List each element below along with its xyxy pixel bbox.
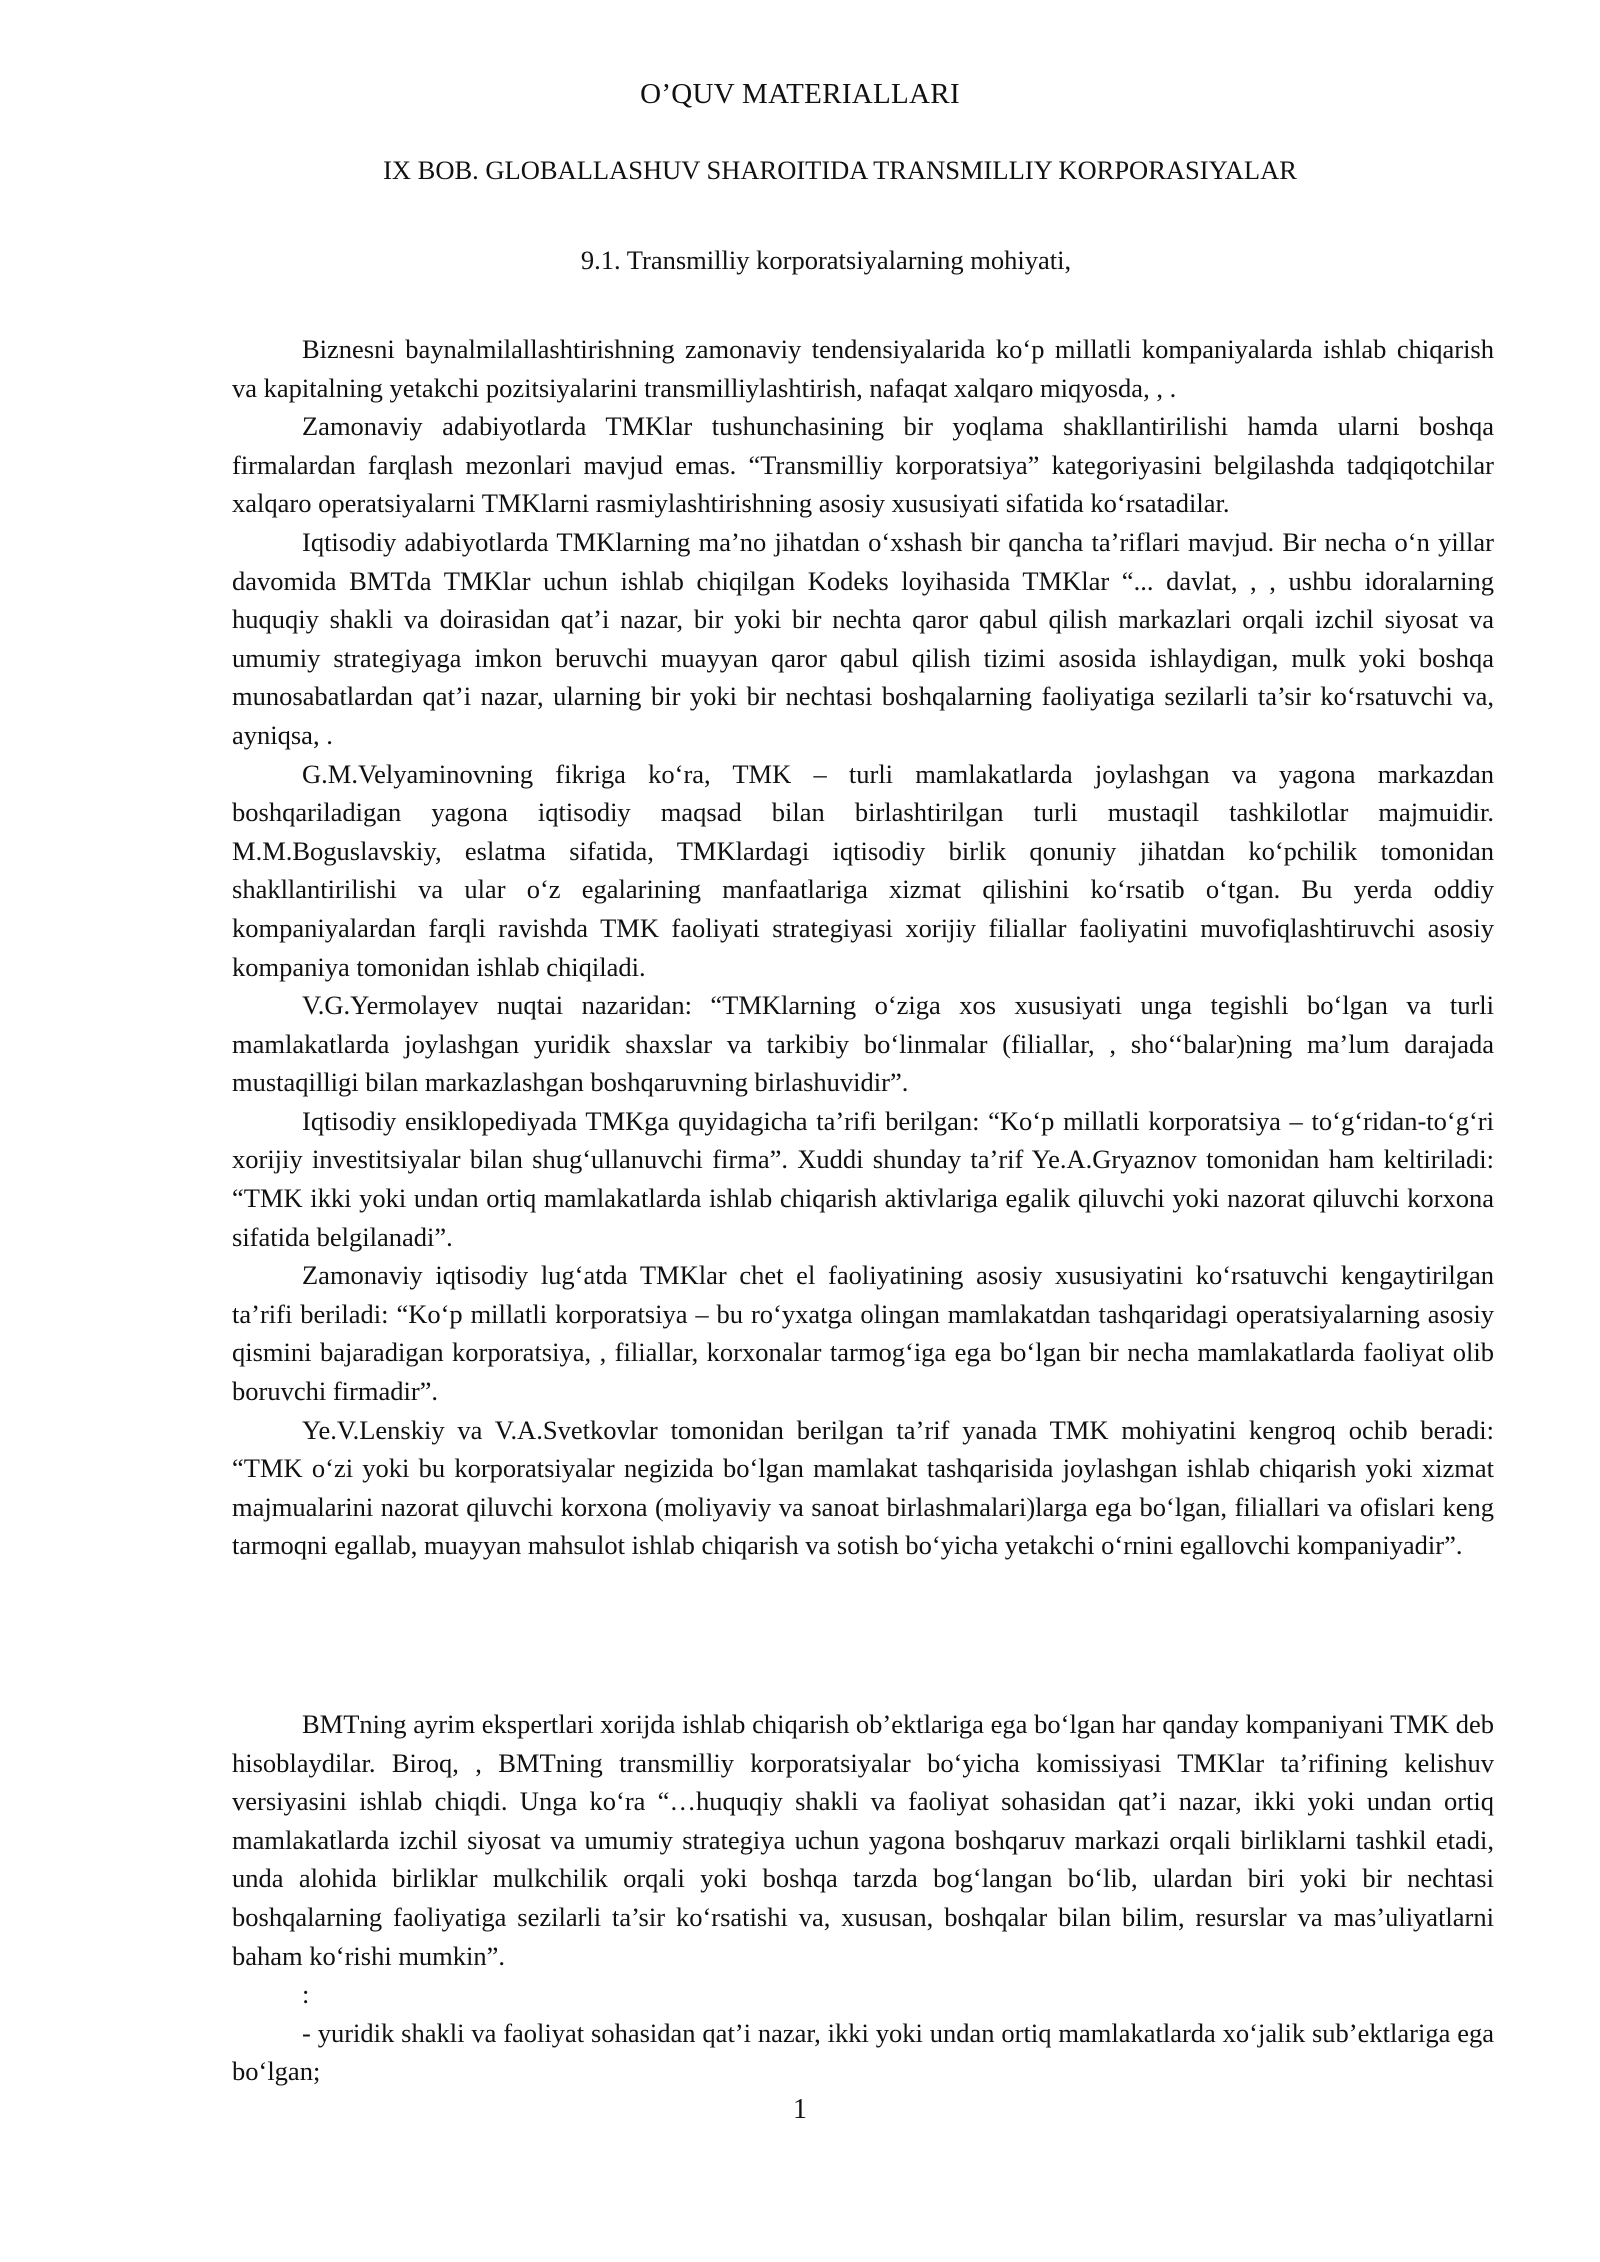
section-title: 9.1. Transmilliy korporatsiyalarning mohiyati, [580, 245, 1072, 275]
paragraph: : [302, 1979, 310, 2010]
document-heading: O’QUV MATERIALLARI [640, 78, 960, 110]
paragraph: Zamonaviy iqtisodiy lug‘atda TMKlar chet el faoliyatining asosiy xususiyatini ko‘rsatuvchi kengaytirilgan ta’rifi beriladi: “Ko‘p millatli korporatsiya – bu ro‘yxatga olingan mamlakatdan tashqaridagi operatsiyalarning asosiy qismini bajaradigan korporatsiya, , filiallar, korxonalar tarmog‘iga ega bo‘lgan bir necha mamlakatlarda faoliyat olib boruvchi firmadir”. [232, 1260, 1494, 1407]
paragraph: Iqtisodiy ensiklopediyada TMKga quyidagicha ta’rifi berilgan: “Ko‘p millatli korporatsiya – to‘g‘ridan-to‘g‘ri xorijiy investitsiyalar bilan shug‘ullanuvchi firma”. Xuddi shunday ta’rif Ye.A.Gryaznov tomonidan ham keltiriladi: “TMK ikki yoki undan ortiq mamlakatlarda ishlab chiqarish aktivlariga egalik qiluvchi yoki nazorat qiluvchi korxona sifatida belgilanadi”. [232, 1105, 1494, 1252]
paragraph: V.G.Yermolayev nuqtai nazaridan: “TMKlarning o‘ziga xos xususiyati unga tegishli bo‘lgan va turli mamlakatlarda joylashgan yuridik shaxslar va tarkibiy bo‘linmalar (filiallar, , sho‘‘balar)ning ma’lum darajada mustaqilligi bilan markazlashgan boshqaruvning birlashuvidir”. [232, 990, 1494, 1098]
paragraph: Ye.V.Lenskiy va V.A.Svetkovlar tomonidan berilgan ta’rif yanada TMK mohiyatini kengroq ochib beradi: “TMK o‘zi yoki bu korporatsiyalar negizida bo‘lgan mamlakat tashqarisida joylashgan ishlab chiqarish yoki xizmat majmualarini nazorat qiluvchi korxona (moliyaviy va sanoat birlashmalari)larga ega bo‘lgan, filiallari va ofislari keng tarmoqni egallab, muayyan mahsulot ishlab chiqarish va sotish bo‘yicha yetakchi o‘rnini egallovchi kompaniyadir”. [232, 1414, 1494, 1561]
list-item: - yuridik shakli va faoliyat sohasidan qat’i nazar, ikki yoki undan ortiq mamlakatlarda xo‘jalik sub’ektlariga ega bo‘lgan; [232, 2017, 1494, 2087]
paragraph: Zamonaviy adabiyotlarda TMKlar tushunchasining bir yoqlama shakllantirilishi hamda ularni boshqa firmalardan farqlash mezonlari mavjud emas. “Transmilliy korporatsiya” kategoriyasini belgilashda tadqiqotchilar xalqaro operatsiyalarni TMKlarni rasmiylashtirishning asosiy xususiyati sifatida ko‘rsatadilar. [232, 411, 1494, 519]
paragraph: Biznesni baynalmilallashtirishning zamonaviy tendensiyalarida ko‘p millatli kompaniyalarda ishlab chiqarish va kapitalning yetakchi pozitsiyalarini transmilliylashtirish, nafaqat xalqaro miqyosda, , . [232, 334, 1494, 403]
page-number: 1 [793, 2094, 807, 2125]
body-text-continued [232, 1705, 1494, 2091]
chapter-title: IX BOB. GLOBALLASHUV SHAROITIDA TRANSMILLIY KORPORASIYALAR [383, 155, 1297, 185]
paragraph: Iqtisodiy adabiyotlarda TMKlarning ma’no jihatdan o‘xshash bir qancha ta’riflari mavjud. Bir necha o‘n yillar davomida BMTda TMKlar uchun ishlab chiqilgan Kodeks loyihasida TMKlar “... davlat, , , ushbu idoralarning huquqiy shakli va doirasidan qat’i nazar, bir yoki bir nechta qaror qabul qilish markazlari orqali izchil siyosat va umumiy strategiyaga imkon beruvchi muayyan qaror qabul qilish tizimi asosida ishlaydigan, mulk yoki boshqa munosabatlardan qat’i nazar, ularning bir yoki bir nechtasi boshqalarning faoliyatiga sezilarli ta’sir ko‘rsatuvchi va, ayniqsa, . [232, 526, 1494, 750]
paragraph: BMTning ayrim ekspertlari xorijda ishlab chiqarish ob’ektlariga ega bo‘lgan har qanday kompaniyani TMK deb hisoblaydilar. Biroq, , BMTning transmilliy korporatsiyalar bo‘yicha komissiyasi TMKlar ta’rifining kelishuv versiyasini ishlab chiqdi. Unga ko‘ra “…huquqiy shakli va faoliyat sohasidan qat’i nazar, ikki yoki undan ortiq mamlakatlarda izchil siyosat va umumiy strategiya uchun yagona boshqaruv markazi orqali birliklarni tashkil etadi, unda alohida birliklar mulkchilik orqali yoki boshqa tarzda bog‘langan bo‘lib, ulardan biri yoki bir nechtasi boshqalarning faoliyatiga sezilarli ta’sir ko‘rsatishi va, xususan, boshqalar bilan bilim, resurslar va mas’uliyatlarni baham ko‘rishi mumkin”. [232, 1709, 1494, 1971]
body-text-main [232, 330, 1494, 1565]
paragraph: G.M.Velyaminovning fikriga ko‘ra, TMK – turli mamlakatlarda joylashgan va yagona markazdan boshqariladigan yagona iqtisodiy maqsad bilan birlashtirilgan turli mustaqil tashkilotlar majmuidir. M.M.Boguslavskiy, eslatma sifatida, TMKlardagi iqtisodiy birlik qonuniy jihatdan ko‘pchilik tomonidan shakllantirilishi va ular o‘z egalarining manfaatlariga xizmat qilishini ko‘rsatib o‘tgan. Bu yerda oddiy kompaniyalardan farqli ravishda TMK faoliyati strategiyasi xorijiy filiallar faoliyatini muvofiqlashtiruvchi asosiy kompaniya tomonidan ishlab chiqiladi. [232, 758, 1494, 982]
